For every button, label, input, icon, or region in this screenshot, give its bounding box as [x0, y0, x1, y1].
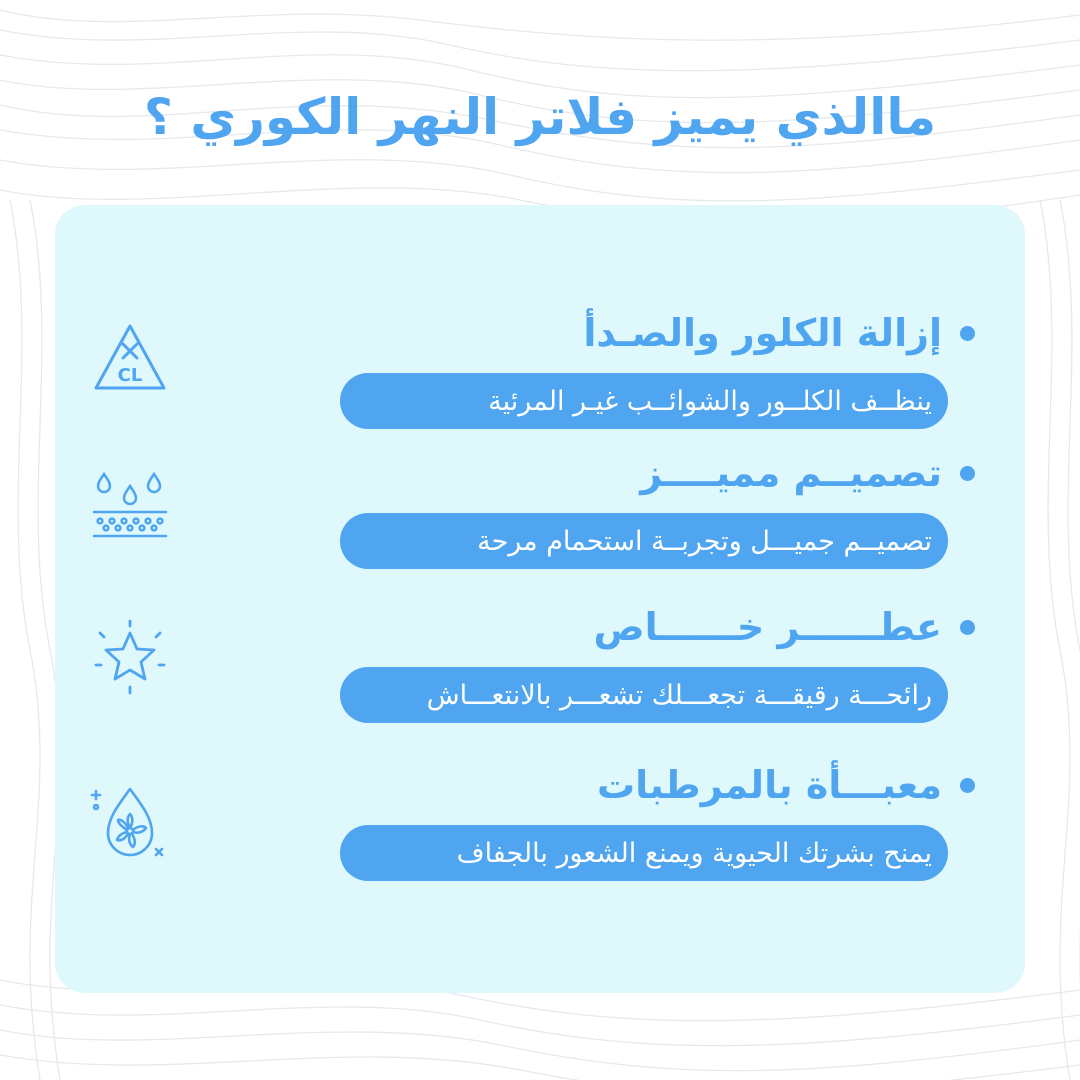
- feature-description: رائحـــة رقيقـــة تجعـــلك تشعـــر بالانتعـــاش: [426, 679, 932, 711]
- chlorine-triangle-icon: [90, 318, 170, 398]
- feature-heading: إزالة الكلور والصـدأ: [583, 311, 942, 355]
- feature-description: ينظــف الكلــور والشوائــب غيـر المرئية: [488, 385, 932, 417]
- feature-chlorine-removal: [55, 303, 1025, 433]
- feature-description-pill: [340, 825, 948, 881]
- bullet-dot: [960, 326, 975, 341]
- feature-description: يمنح بشرتك الحيوية ويمنع الشعور بالجفاف: [456, 837, 932, 869]
- bullet-dot: [960, 466, 975, 481]
- page-title: ماالذي يميز فلاتر النهر الكوري ؟: [143, 88, 937, 146]
- feature-unique-design: [55, 443, 1025, 573]
- feature-description-pill: [340, 667, 948, 723]
- feature-moisturizers: [55, 755, 1025, 885]
- chlorine-symbol-text: CL: [117, 365, 143, 386]
- feature-special-fragrance: [55, 597, 1025, 727]
- feature-description-pill: [340, 373, 948, 429]
- feature-description: تصميــم جميـــل وتجربــة استحمام مرحة: [477, 525, 932, 557]
- feature-heading: معبـــأة بالمرطبات: [596, 763, 942, 807]
- feature-description-pill: [340, 513, 948, 569]
- feature-heading: تصميــم مميــــز: [640, 451, 942, 495]
- bullet-dot: [960, 620, 975, 635]
- features-panel: [55, 205, 1025, 993]
- bullet-dot: [960, 778, 975, 793]
- feature-heading: عطــــــر خــــــاص: [593, 605, 942, 649]
- star-sparkle-icon: [90, 619, 170, 699]
- flower-drop-icon: [90, 783, 170, 863]
- water-drops-skin-icon: [90, 468, 170, 548]
